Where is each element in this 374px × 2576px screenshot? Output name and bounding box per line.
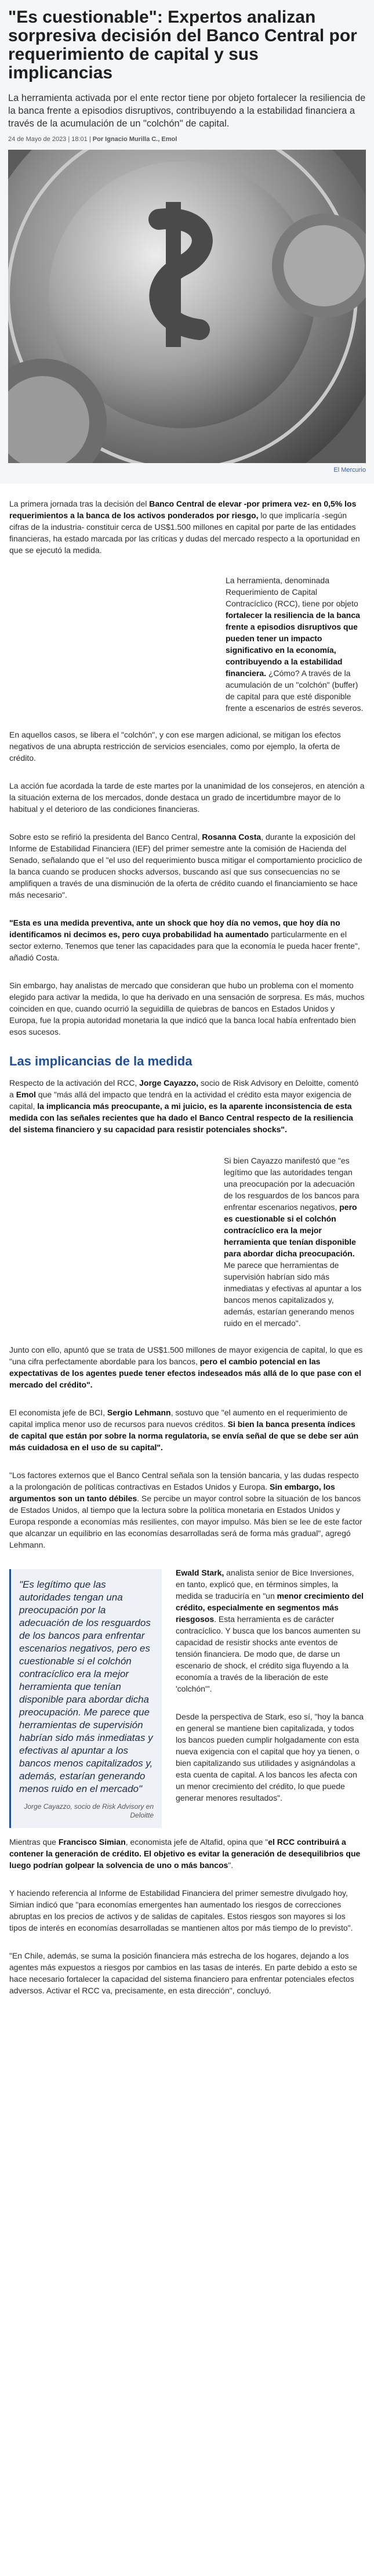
paragraph: Y haciendo referencia al Informe de Estabilidad Financiera del primer semestre divulgado hoy, Simian indicó que "para economías emergentes han aumentado los riesgos de correcciones abruptas en los precios de activos y de salidas de capitales. Estos riesgos son mayores si los tipos de interés en economías desarrolladas se mantienen altos por más tiempo de lo previsto". <box>9 1888 353 1932</box>
paragraph: La herramienta, denominada Requerimiento de Capital Contracíclico (RCC), tiene por objeto fortalecer la resiliencia de la banca frente a episodios disruptivos que pueden tener un impacto significativo en la economía, contribuyendo a la estabilidad financiera. ¿Cómo? A través de la acumulación de un "colchón" (buffer) de capital para que esté disponible frente a escenarios de estrés severos. <box>226 576 364 713</box>
paragraph: "Esta es una medida preventiva, ante un shock que hoy día no vemos, que hoy día no identificamos ni decimos es, pero cuya probabilidad ha aumentado particularmente en el sector externo. Tenemos que tener las capacidades para que la economía le pueda hacer frente", añadió Costa. <box>9 918 360 962</box>
paragraph: Ewald Stark, analista senior de Bice Inversiones, en tanto, explicó que, en términos simples, la medida se traduciría en "un menor crecimiento del crédito, especialmente en segmentos más riesgosos. Esta herramienta es de carácter contracíclico. Y busca que los bancos aumenten su capacidad de resistir shocks ante eventos de tensión financiera. De modo que, de darse un escenario de shock, el crédito siga fluyendo a la economía a través de la liberación de este 'colchón'". <box>176 1568 364 1693</box>
paragraph: Junto con ello, apuntó que se trata de US$1.500 millones de mayor exigencia de capital, lo que es "una cifra perfectamente abordable para los bancos, pero el cambio potencial en las expectativas de los agentes puede tener efectos indeseados más allá de lo que pase con el mercado del crédito". <box>9 1345 363 1389</box>
article-subtitle: La herramienta activada por el ente rector tiene por objeto fortalecer la resiliencia de la banca frente a episodios disruptivos, contribuyendo a la estabilidad financiera a través de la acumulación de un "colchón" de capital. <box>8 93 366 129</box>
pull-quote-author: Jorge Cayazzo, socio de Risk Advisory en Deloitte <box>24 1802 154 1819</box>
paragraph: Si bien Cayazzo manifestó que "es legítimo que las autoridades tengan una preocupación por la adecuación de los resguardos de los bancos para enfrentar escenarios negativos, pero es cuestionable si el colchón contracíclico era la mejor herramienta que tenían disponible para abordar dicha preocupación. Me parece que herramientas de supervisión habrían sido más inmediatas y efectivas al apuntar a los bancos menos capitalizados y, además, estarían generando menos ruido en el mercado". <box>224 1156 362 1328</box>
pull-quote-text: "Es legítimo que las autoridades tengan una preocupación por la adecuación de los resguardos de los bancos para enfrentar escenarios negativos, pero es cuestionable si el colchón contracíclico era la mejor herramienta que tenían disponible para abordar dicha preocupación. Me parece que herramientas de supervisión habrían sido más inmediatas y efectivas al apuntar a los bancos menos capitalizados y, además, estarían generando menos ruido en el mercado" <box>19 1579 153 1794</box>
paragraph: Mientras que Francisco Simian, economista jefe de Altafid, opina que "el RCC contribuirá a contener la generación de crédito. El objetivo es evitar la generación de desequilibrios que luego podrían golpear la solvencia de uno o más bancos". <box>9 1837 361 1870</box>
photo-caption: El Mercurio <box>333 467 366 474</box>
paragraph: El economista jefe de BCI, Sergio Lehmann, sostuvo que "el aumento en el requerimiento de capital implica menor uso de recursos para nuevos créditos. Si bien la banca presenta índices de capital que están por sobre la norma regulatoria, se envía señal de que se debe ser aún más cuidadosa en el uso de su capital". <box>9 1408 359 1452</box>
paragraph: "Los factores externos que el Banco Central señala son la tensión bancaria, y las dudas respecto a la prolongación de políticas contractivas en Estados Unidos y Europa. Sin embargo, los argumentos son un tanto débiles. Se percibe un mayor control sobre la situación de los bancos de Estados Unidos, al tiempo que la lectura sobre la política monetaria en Estados Unidos y Europa responde a economías más resilientes, con mayor impulso. Más bien se lee de este factor que alcanzar un equilibrio en las economías desarrolladas será de forma más gradual", agregó Lehmann. <box>9 1471 362 1549</box>
paragraph: La primera jornada tras la decisión del Banco Central de elevar -por primera vez- en 0,5% los requerimientos a la banca de los activos ponderados por riesgo, lo que implicaría -según cifras de la industria- constituir cerca de US$1.500 millones en capital por parte de las entidades financieras, ha estado marcada por las críticas y dudas del mercado respecto a la oportunidad en que se ejecutó la medida. <box>9 499 360 555</box>
article-date: 24 de Mayo de 2023 | 18:01 | <box>8 136 93 143</box>
paragraph: "En Chile, además, se suma la posición financiera más estrecha de los hogares, dejando a los agentes más expuestos a riesgos por cambios en las tasas de interés. En parte debido a esto se hace necesario fortalecer la capacidad del sistema financiero para enfrentar potenciales efectos adversos. Activar el RCC va, precisamente, en esta dirección", concluyó. <box>9 1951 358 1995</box>
coin-photo <box>8 150 366 463</box>
article-meta <box>8 136 366 143</box>
article-photo <box>8 150 366 463</box>
paragraph: Respecto de la activación del RCC, Jorge Cayazzo, socio de Risk Advisory en Deloitte, comentó a Emol que "más allá del impacto que tendrá en la actividad el crédito esta mayor exigencia de capital, la implicancia más preocupante, a mi juicio, es la aparente inconsistencia de esta medida con las señales recientes que ha dado el Banco Central respecto de la resiliencia del sistema financiero y su capacidad para resistir potenciales shocks". <box>9 1078 359 1134</box>
paragraph: Sobre esto se refirió la presidenta del Banco Central, Rosanna Costa, durante la exposición del Informe de Estabilidad Financiera (IEF) del primer semestre ante la comisión de Hacienda del Senado, señalando que el "el uso del requerimiento busca mitigar el comportamiento prociclico de la banca cuando se producen shocks adversos, buscando así que sus consecuencias no se amplifiquen a través de una disminución de la oferta de crédito cuando el financiamiento se hace más necesario". <box>9 832 362 899</box>
paragraph: La acción fue acordada la tarde de este martes por la unanimidad de los consejeros, en atención a la situación externa de los mercados, donde destaca un grado de incertidumbre mayor de lo habitual y el deterioro de las condiciones financieras. <box>9 781 365 814</box>
paragraph: En aquellos casos, se libera el "colchón", y con ese margen adicional, se mitigan los efectos negativos de una abrupta restricción de servicios esenciales, como por ejemplo, la oferta de crédito. <box>9 730 341 763</box>
paragraph-float <box>226 575 365 714</box>
article-author: Por Ignacio Murilla C., Emol <box>92 136 177 143</box>
section-title: Las implicancias de la medida <box>9 1054 193 1068</box>
paragraph: Desde la perspectiva de Stark, eso sí, "hoy la banca en general se mantiene bien capitalizada, y todos los bancos pueden cumplir holgadamente con esta nueva exigencia con el capital que hoy ya tienen, o bien capitalizando sus utilidades y asignándolas a esta cuenta de capital. A los bancos les afecta con un menor crecimiento del crédito, lo que puede generar menores resultados". <box>176 1712 364 1802</box>
pull-quote <box>9 1569 162 1828</box>
article-header <box>0 0 374 484</box>
article-title: "Es cuestionable": Expertos analizan sorpresiva decisión del Banco Central por requerimiento de capital y sus implicancias <box>8 8 357 82</box>
article-body <box>0 484 374 1996</box>
paragraph: Sin embargo, hay analistas de mercado que consideran que hubo un problema con el momento elegido para activar la medida, lo que ha derivado en una sensación de sorpresa. Es más, muchos coinciden en que, cuando ocurrió la seguidilla de quiebras de bancos en Estados Unidos y Europa, fue la propia autoridad monetaria la que indicó que la banca local había enfrentado bien esos sucesos. <box>9 981 365 1036</box>
